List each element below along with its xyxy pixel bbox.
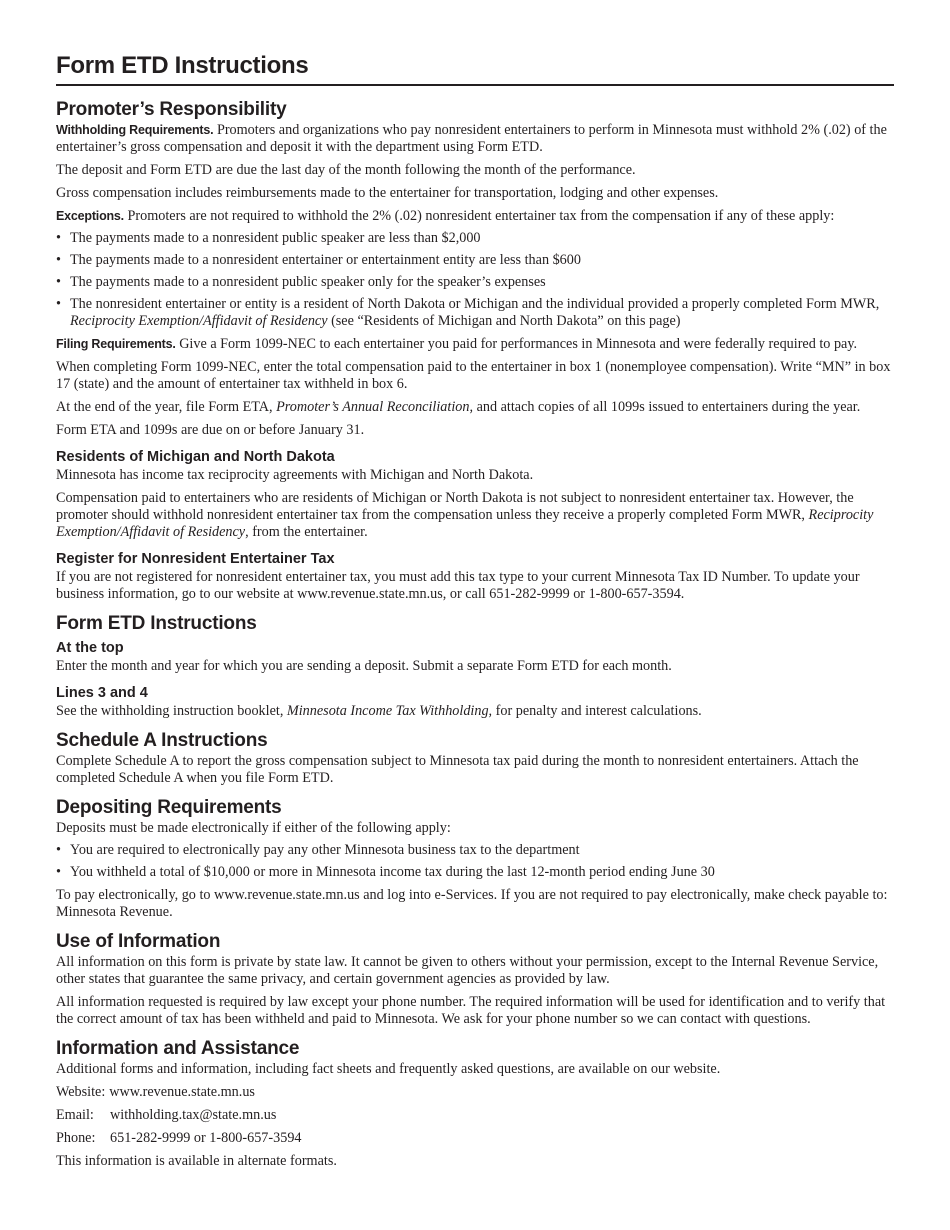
schedule-text: Complete Schedule A to report the gross compensation subject to Minnesota tax paid during the month to nonresident entertainers. Attach the completed Schedule A when you file Form ETD. <box>56 753 859 786</box>
email-label: Email: <box>56 1107 94 1123</box>
list-item: • You are required to electronically pay any other Minnesota business tax to the department <box>56 842 894 859</box>
list-item: • You withheld a total of $10,000 or more in Minnesota income tax during the last 12-month period ending June 30 <box>56 864 894 881</box>
residents-p2 <box>56 490 894 541</box>
eta-paragraph <box>56 399 894 416</box>
lines-italic: Minnesota Income Tax Withholding, <box>286 703 493 719</box>
exceptions-text: Promoters are not required to withhold the 2% (.02) nonresident entertainer tax from the compensation if any of these apply: <box>123 208 835 224</box>
website-label: Website: <box>56 1084 106 1100</box>
exceptions-list <box>56 230 894 330</box>
list-item: • The payments made to a nonresident public speaker are less than $2,000 <box>56 230 894 247</box>
info-heading: Information and Assistance <box>56 1038 300 1059</box>
lines-post: for penalty and interest calculations. <box>492 703 702 719</box>
depositing-intro: Deposits must be made electronically if either of the following apply: <box>56 820 451 836</box>
list-item: • The payments made to a nonresident entertainer or entertainment entity are less than $600 <box>56 252 894 269</box>
email-value: withholding.tax@state.mn.us <box>110 1107 277 1123</box>
withholding-text: Promoters and organizations who pay nonresident entertainers to perform in Minnesota must withhold 2% (.02) of the entertainer’s gross compensation and deposit it with the department using Form ETD. <box>56 122 887 155</box>
email-row <box>56 1107 894 1124</box>
exceptions-lead: Exceptions. <box>56 209 124 223</box>
exception-4-italic: Reciprocity Exemption/Affidavit of Residency <box>70 313 328 329</box>
exceptions-paragraph <box>56 208 894 225</box>
completing-paragraph: When completing Form 1099-NEC, enter the total compensation paid to the entertainer in box 1 (nonemployee compensation). Write “MN” in box 17 (state) and the amount of entertainer tax withheld in box 6. <box>56 359 891 392</box>
info-intro: Additional forms and information, including fact sheets and frequently asked questions, are available on our website. <box>56 1061 721 1077</box>
instructions-page <box>56 48 894 1170</box>
depositing-text: To pay electronically, go to www.revenue.state.mn.us and log into e-Services. If you are not required to pay electronically, make check payable to: Minnesota Revenue. <box>56 887 888 920</box>
phone-label: Phone: <box>56 1130 96 1146</box>
depositing-list <box>56 842 894 881</box>
filing-paragraph <box>56 336 894 353</box>
eta-pre: At the end of the year, file Form ETA, <box>56 399 277 415</box>
promoter-heading: Promoter’s Responsibility <box>56 99 287 120</box>
withholding-paragraph <box>56 122 894 156</box>
eta-due-paragraph: Form ETA and 1099s are due on or before January 31. <box>56 422 365 438</box>
title-rule <box>56 84 894 86</box>
withholding-lead: Withholding Requirements. <box>56 123 214 137</box>
filing-lead: Filing Requirements. <box>56 337 176 351</box>
register-text: If you are not registered for nonresident entertainer tax, you must add this tax type to your current Minnesota Tax ID Number. To update your business information, go to our website at www.revenue.state.mn.us, or call 651-282-9999 or 1-800-657-3594. <box>56 569 860 602</box>
residents-heading: Residents of Michigan and North Dakota <box>56 449 335 465</box>
lines-paragraph <box>56 703 894 720</box>
residents-p2-post: , from the entertainer. <box>245 524 368 540</box>
lines-heading: Lines 3 and 4 <box>56 685 148 701</box>
exception-4-post: (see “Residents of Michigan and North Dakota” on this page) <box>327 313 681 329</box>
schedule-heading: Schedule A Instructions <box>56 730 268 751</box>
website-value: www.revenue.state.mn.us <box>109 1084 255 1100</box>
eta-post: and attach copies of all 1099s issued to entertainers during the year. <box>473 399 861 415</box>
gross-paragraph: Gross compensation includes reimbursements made to the entertainer for transportation, lodging and other expenses. <box>56 185 719 201</box>
etd-heading: Form ETD Instructions <box>56 613 257 634</box>
depositing-heading: Depositing Requirements <box>56 797 282 818</box>
list-item <box>56 296 894 330</box>
filing-text: Give a Form 1099-NEC to each entertainer you paid for performances in Minnesota and were federally required to pay. <box>175 336 858 352</box>
exception-4-pre: The nonresident entertainer or entity is a resident of North Dakota or Michigan and the individual provided a properly completed Form MWR, <box>70 296 880 312</box>
due-paragraph: The deposit and Form ETD are due the last day of the month following the month of the performance. <box>56 162 636 178</box>
use-p2: All information requested is required by law except your phone number. The required information will be used for identification and to verify that the correct amount of tax has been withheld and paid to Minnesota. We ask for your phone number so we can contact with questions. <box>56 994 886 1027</box>
website-row <box>56 1084 894 1101</box>
residents-p1: Minnesota has income tax reciprocity agreements with Michigan and North Dakota. <box>56 467 534 483</box>
page-title: Form ETD Instructions <box>56 52 309 79</box>
phone-value: 651-282-9999 or 1-800-657-3594 <box>110 1130 302 1146</box>
use-p1: All information on this form is private by state law. It cannot be given to others without your permission, except to the Internal Revenue Service, other states that guarantee the same privacy, and certain government agencies as provided by law. <box>56 954 879 987</box>
list-item: • The payments made to a nonresident public speaker only for the speaker’s expenses <box>56 274 894 291</box>
use-heading: Use of Information <box>56 931 221 952</box>
lines-pre: See the withholding instruction booklet, <box>56 703 287 719</box>
eta-italic: Promoter’s Annual Reconciliation, <box>276 399 474 415</box>
alternate-formats: This information is available in alternate formats. <box>56 1153 337 1169</box>
phone-row <box>56 1130 894 1147</box>
residents-p2-pre: Compensation paid to entertainers who are residents of Michigan or North Dakota is not subject to nonresident entertainer tax. However, the promoter should withhold nonresident entertainer tax from the compensation unless they receive a properly completed Form MWR, <box>56 490 854 523</box>
top-heading: At the top <box>56 640 124 656</box>
residents-p2-italic: Reciprocity Exemption/Affidavit of Residency <box>56 507 874 540</box>
top-text: Enter the month and year for which you are sending a deposit. Submit a separate Form ETD for each month. <box>56 658 672 674</box>
register-heading: Register for Nonresident Entertainer Tax <box>56 551 335 567</box>
